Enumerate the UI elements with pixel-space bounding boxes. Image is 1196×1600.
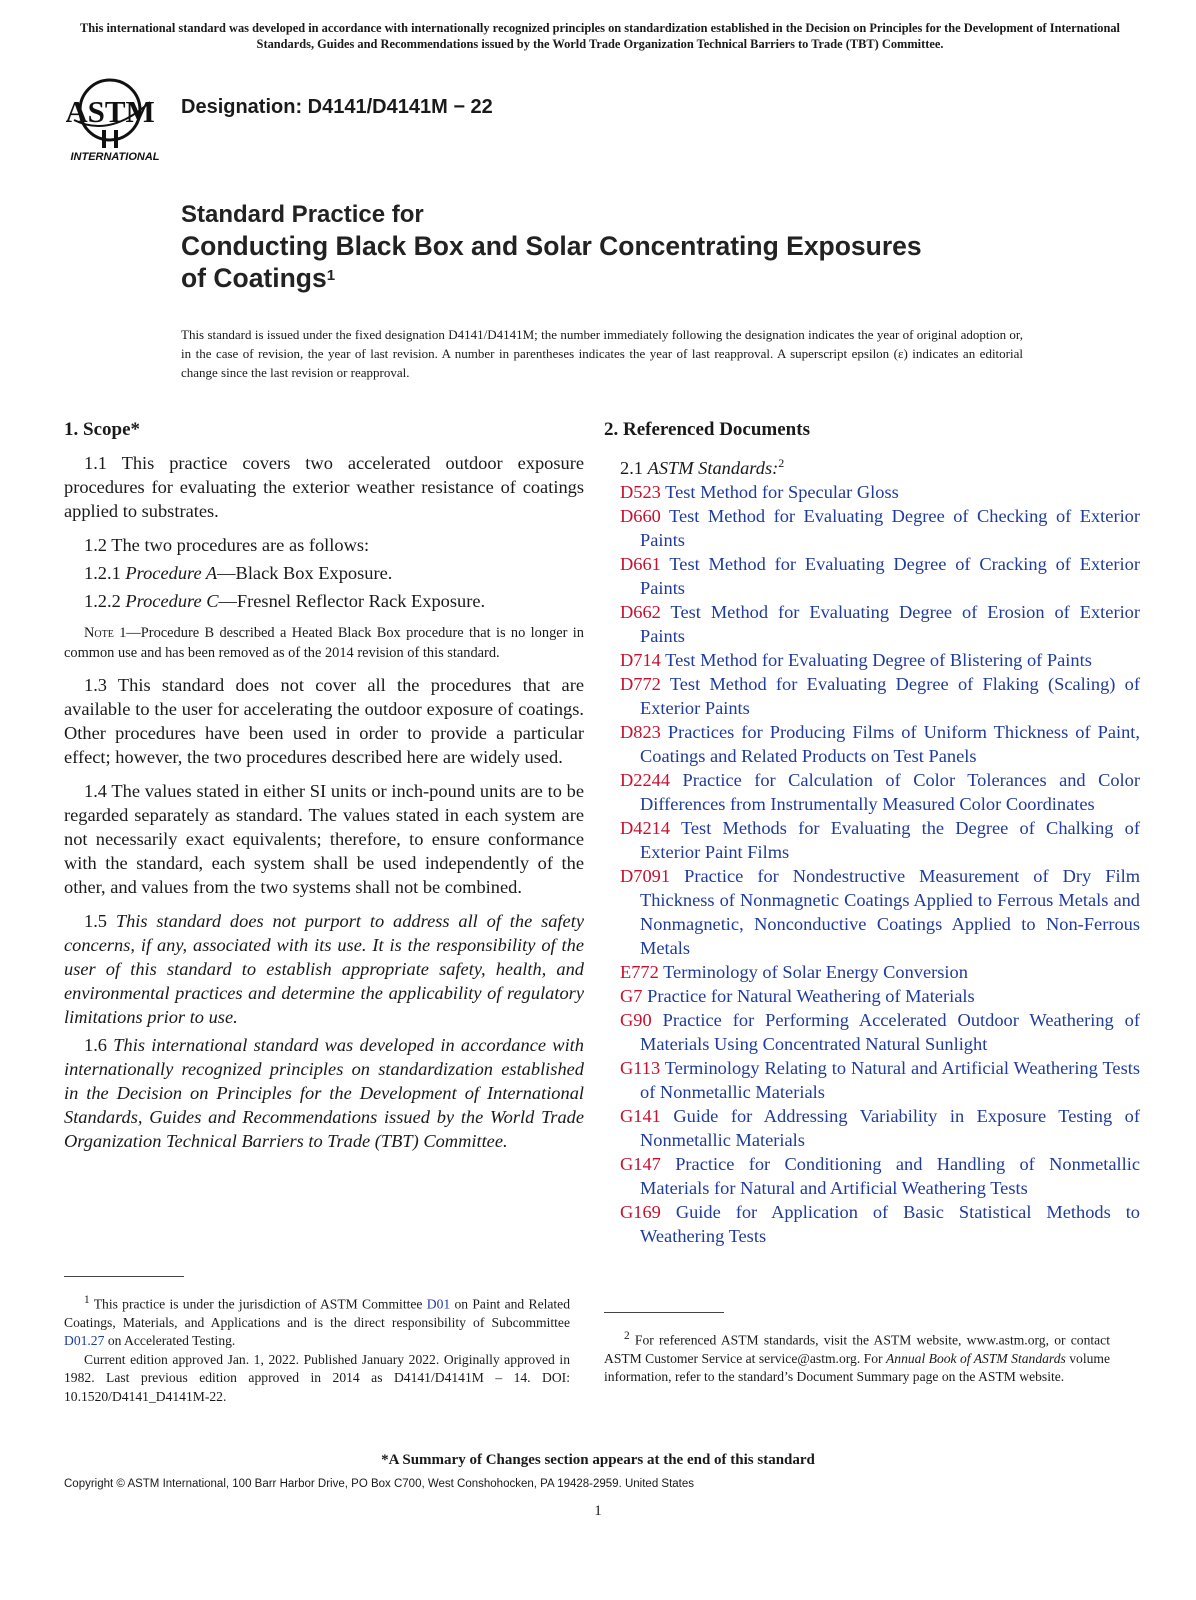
reference-title-link[interactable]: Practice for Nondestructive Measurement of Dry Film Thickness of Nonmagnetic Coatings Applied to Ferrous Metals and Nonmagnetic, Nonconductive Coatings Applied to Non-Ferrous Metals	[640, 866, 1140, 959]
reference-code-link[interactable]: D662	[620, 602, 661, 623]
para-1-2-2: 1.2.2 Procedure C—Fresnel Reflector Rack Exposure.	[84, 591, 486, 611]
designation: Designation: D4141/D4141M − 22	[181, 96, 493, 118]
reference-code-link[interactable]: E772	[620, 962, 659, 983]
reference-code-link[interactable]: G7	[620, 986, 643, 1007]
summary-of-changes-note: *A Summary of Changes section appears at the end of this standard	[381, 1452, 815, 1468]
para-1-3: 1.3 This standard does not cover all the procedures that are available to the user for accelerating the outdoor exposure of coatings. Other procedures have been used in order to provide a particular effect; however, the two procedures described here are widely used.	[64, 675, 584, 767]
reference-code-link[interactable]: D7091	[620, 866, 671, 887]
reference-title-link[interactable]: Practice for Conditioning and Handling of Nonmetallic Materials for Natural and Artificial Weathering Tests	[640, 1154, 1140, 1199]
reference-code-link[interactable]: D523	[620, 482, 661, 503]
footnote-1-edition: Current edition approved Jan. 1, 2022. Published January 2022. Originally approved in 1982. Last previous edition approved in 2014 as D4141/D4141M – 14. DOI: 10.1520/D4141_D4141M-22.	[64, 1351, 570, 1404]
reference-code-link[interactable]: D772	[620, 674, 661, 695]
title-line-2: Conducting Black Box and Solar Concentrating Exposures	[181, 231, 922, 261]
reference-item[interactable]	[620, 864, 1140, 960]
reference-title-link[interactable]: Practices for Producing Films of Uniform Thickness of Paint, Coatings and Related Products on Test Panels	[640, 722, 1140, 767]
issued-note: This standard is issued under the fixed designation D4141/D4141M; the number immediately following the designation indicates the year of original adoption or, in the case of revision, the year of last revision. A number in parentheses indicates the year of last reapproval. A superscript epsilon (ε) indicates an editorial change since the last revision or reapproval.	[181, 327, 1023, 380]
reference-item[interactable]	[620, 816, 1140, 864]
reference-code-link[interactable]: G113	[620, 1058, 661, 1079]
scope-heading: 1. Scope*	[64, 419, 140, 440]
reference-item[interactable]	[620, 672, 1140, 720]
reference-item[interactable]	[620, 984, 1140, 1008]
page-number: 1	[594, 1503, 602, 1519]
reference-item[interactable]	[620, 648, 1140, 672]
reference-title-link[interactable]: Test Method for Evaluating Degree of Cracking of Exterior Paints	[640, 554, 1140, 599]
reference-item[interactable]	[620, 480, 1140, 504]
reference-code-link[interactable]: D660	[620, 506, 661, 527]
subcommittee-link[interactable]: D01.27	[64, 1333, 105, 1349]
copyright: Copyright © ASTM International, 100 Barr Harbor Drive, PO Box C700, West Conshohocken, PA 19428-2959. United States	[64, 1478, 695, 1490]
reference-code-link[interactable]: D2244	[620, 770, 671, 791]
footnote-rule	[64, 1276, 184, 1277]
reference-code-link[interactable]: D714	[620, 650, 661, 671]
footnote-2: $^2$ For referenced ASTM standards, visit the ASTM website, www.astm.org, or contact ASTM Customer Service at service@astm.org. For Annual Book of ASTM Standards volume information, refer to the standard’s Document Summary page on the ASTM website.	[604, 1330, 1110, 1385]
para-1-1: 1.1 This practice covers two accelerated outdoor exposure procedures for evaluating the exterior weather resistance of coatings applied to substrates.	[64, 453, 584, 521]
reference-item[interactable]	[620, 552, 1140, 600]
title-line-3: of Coatings	[181, 263, 327, 293]
reference-item[interactable]	[620, 720, 1140, 768]
reference-item[interactable]	[620, 768, 1140, 816]
reference-title-link[interactable]: Test Method for Evaluating Degree of Erosion of Exterior Paints	[640, 602, 1140, 647]
footnotes-left	[64, 1276, 570, 1406]
reference-title-link[interactable]: Test Method for Evaluating Degree of Blistering of Paints	[665, 650, 1092, 671]
reference-title-link[interactable]: Practice for Performing Accelerated Outdoor Weathering of Materials Using Concentrated Natural Sunlight	[640, 1010, 1140, 1055]
reference-title-link[interactable]: Test Method for Evaluating Degree of Flaking (Scaling) of Exterior Paints	[640, 674, 1140, 719]
reference-title-link[interactable]: Guide for Application of Basic Statistical Methods to Weathering Tests	[640, 1202, 1140, 1247]
note-1: Note 1—Procedure B described a Heated Black Box procedure that is no longer in common use and has been removed as of the 2014 revision of this standard.	[64, 625, 585, 661]
reference-title-link[interactable]: Test Method for Evaluating Degree of Checking of Exterior Paints	[640, 506, 1141, 551]
reference-item[interactable]	[620, 1200, 1140, 1248]
astm-standards-label: 2.1 ASTM Standards:$^2$	[620, 456, 785, 479]
para-1-5: 1.5 This standard does not purport to address all of the safety concerns, if any, associated with its use. It is the responsibility of the user of this standard to establish appropriate safety, health, and environmental practices and determine the applicability of regulatory limitations prior to use.	[64, 911, 584, 1027]
reference-item[interactable]	[620, 504, 1140, 552]
references-section	[604, 418, 1141, 1248]
reference-item[interactable]	[620, 600, 1140, 648]
reference-item[interactable]	[620, 960, 1140, 984]
title-footnote-mark: 1	[326, 267, 336, 284]
logo-subtext: INTERNATIONAL	[70, 151, 160, 163]
scope-section	[64, 418, 584, 1153]
reference-title-link[interactable]: Test Method for Specular Gloss	[665, 482, 899, 503]
reference-title-link[interactable]: Terminology Relating to Natural and Artificial Weathering Tests of Nonmetallic Materials	[640, 1058, 1140, 1103]
para-1-4: 1.4 The values stated in either SI units or inch-pound units are to be regarded separately as standard. The values stated in each system are not necessarily exact equivalents; therefore, to ensure conformance with the standard, each system shall be used independently of the other, and values from the two systems shall not be combined.	[64, 781, 584, 897]
title-line-1: Standard Practice for	[181, 201, 424, 228]
reference-code-link[interactable]: G90	[620, 1010, 652, 1031]
reference-title-link[interactable]: Practice for Natural Weathering of Materials	[647, 986, 975, 1007]
reference-code-link[interactable]: G169	[620, 1202, 661, 1223]
reference-item[interactable]	[620, 1056, 1140, 1104]
reference-title-link[interactable]: Test Methods for Evaluating the Degree of Chalking of Exterior Paint Films	[640, 818, 1141, 863]
astm-logo	[66, 72, 166, 164]
reference-code-link[interactable]: D661	[620, 554, 661, 575]
reference-code-link[interactable]: D823	[620, 722, 661, 743]
reference-code-link[interactable]: G141	[620, 1106, 661, 1127]
reference-item[interactable]	[620, 1152, 1140, 1200]
footnotes-right	[604, 1312, 1110, 1387]
reference-item[interactable]	[620, 1008, 1140, 1056]
para-1-6: 1.6 This international standard was developed in accordance with internationally recognized principles on standardization established in the Decision on Principles for the Development of International Standards, Guides and Recommendations issued by the World Trade Organization Technical Barriers to Trade (TBT) Committee.	[64, 1035, 584, 1151]
footnote-rule	[604, 1312, 724, 1313]
reference-title-link[interactable]: Practice for Calculation of Color Tolerances and Color Differences from Instrumentally Measured Color Coordinates	[640, 770, 1140, 815]
reference-item[interactable]	[620, 1104, 1140, 1152]
document-title	[181, 200, 1061, 294]
para-1-2-1: 1.2.1 Procedure A—Black Box Exposure.	[84, 563, 393, 583]
reference-code-link[interactable]: D4214	[620, 818, 671, 839]
top-notice: This international standard was developed in accordance with internationally recognized principles on standardization established in the Decision on Principles for the Development of International Standards, Guides and Recommendations issued by the World Trade Organization Technical Barriers to Trade (TBT) Committee.	[79, 21, 1121, 51]
reference-list	[620, 480, 1140, 1248]
logo-text: ASTM	[66, 94, 155, 129]
reference-code-link[interactable]: G147	[620, 1154, 661, 1175]
reference-title-link[interactable]: Guide for Addressing Variability in Exposure Testing of Nonmetallic Materials	[640, 1106, 1140, 1151]
committee-link[interactable]: D01	[426, 1296, 451, 1312]
para-1-2: 1.2 The two procedures are as follows:	[84, 535, 370, 555]
references-heading: 2. Referenced Documents	[604, 419, 810, 440]
footnote-1: $^1$ This practice is under the jurisdiction of ASTM Committee D01 on Paint and Related Coatings, Materials, and Applications and is the direct responsibility of Subcommittee D01.27 on Accelerated Testing.	[64, 1294, 571, 1349]
reference-title-link[interactable]: Terminology of Solar Energy Conversion	[663, 962, 968, 983]
